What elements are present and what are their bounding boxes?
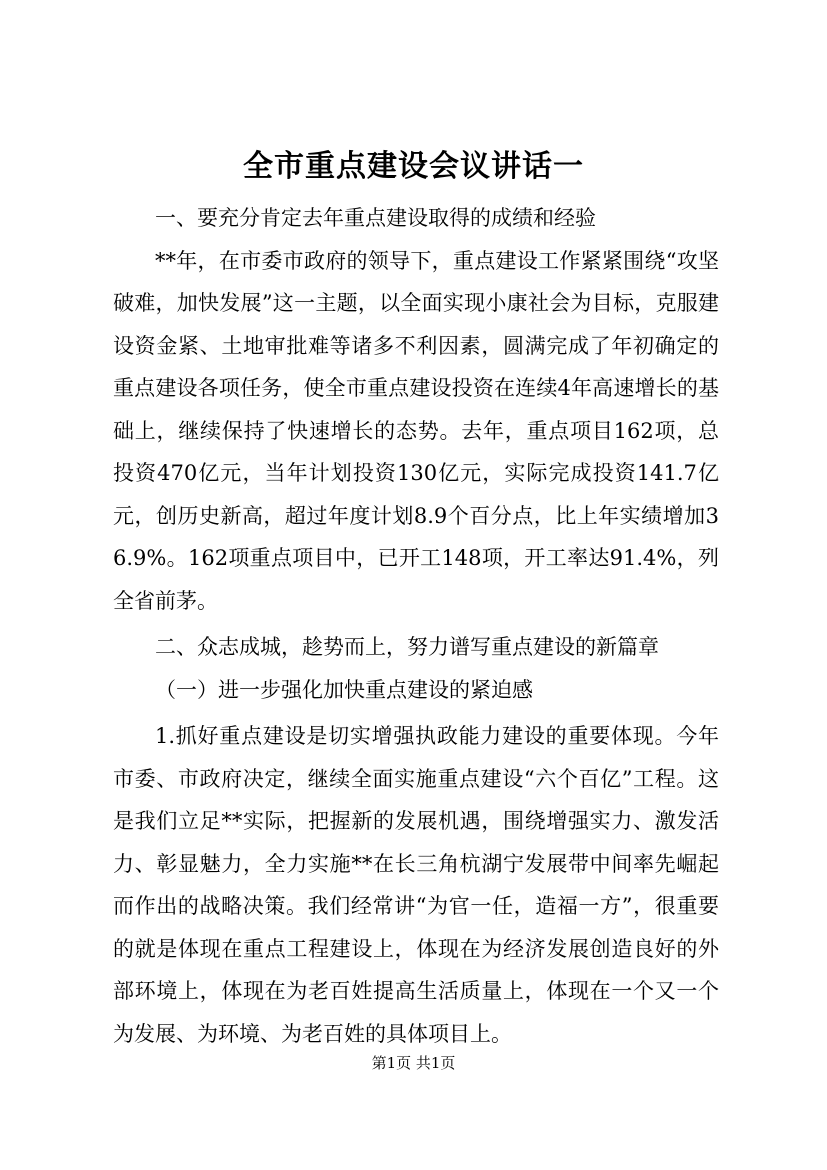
sub-heading-1: （一）进一步强化加快重点建设的紧迫感 — [155, 677, 533, 702]
section-heading-2: 二、众志成城，趁势而上，努力谱写重点建设的新篇章 — [155, 635, 659, 659]
section-heading-1: 一、要充分肯定去年重点建设取得的成绩和经验 — [155, 206, 596, 230]
page-footer: 第1页 共1页 — [371, 1054, 456, 1072]
document-title: 全市重点建设会议讲话一 — [243, 149, 584, 184]
paragraph-2: 1.抓好重点建设是切实增强执政能力建设的重要体现。今年市委、市政府决定，继续全面实施重点建设“六个百亿”工程。这是我们立足**实际，把握新的发展机遇，围绕增强实力、激发活力、彰显魅力，全力实施**在长三角杭湖宁发展带中间率先崛起而作出的战略决策。我们经常讲“为官一任，造福一方”，很重要的就是体现在重点工程建设上，体现在为经济发展创造良好的外部环境上，体现在为老百姓提高生活质量上，体现在一个又一个为发展、为环境、为老百姓的具体项目上。 — [113, 724, 719, 1046]
document-body — [113, 197, 719, 1055]
paragraph-1: **年，在市委市政府的领导下，重点建设工作紧紧围绕“攻坚破难，加快发展”这一主题，以全面实现小康社会为目标，克服建设资金紧、土地审批难等诸多不利因素，圆满完成了年初确定的重点建设各项任务，使全市重点建设投资在连续4年高速增长的基础上，继续保持了快速增长的态势。去年，重点项目162项，总投资470亿元，当年计划投资130亿元，实际完成投资141.7亿元，创历史新高，超过年度计划8.9个百分点，比上年实绩增加36.9%。162项重点项目中，已开工148项，开工率达91.4%，列全省前茅。 — [113, 248, 719, 613]
